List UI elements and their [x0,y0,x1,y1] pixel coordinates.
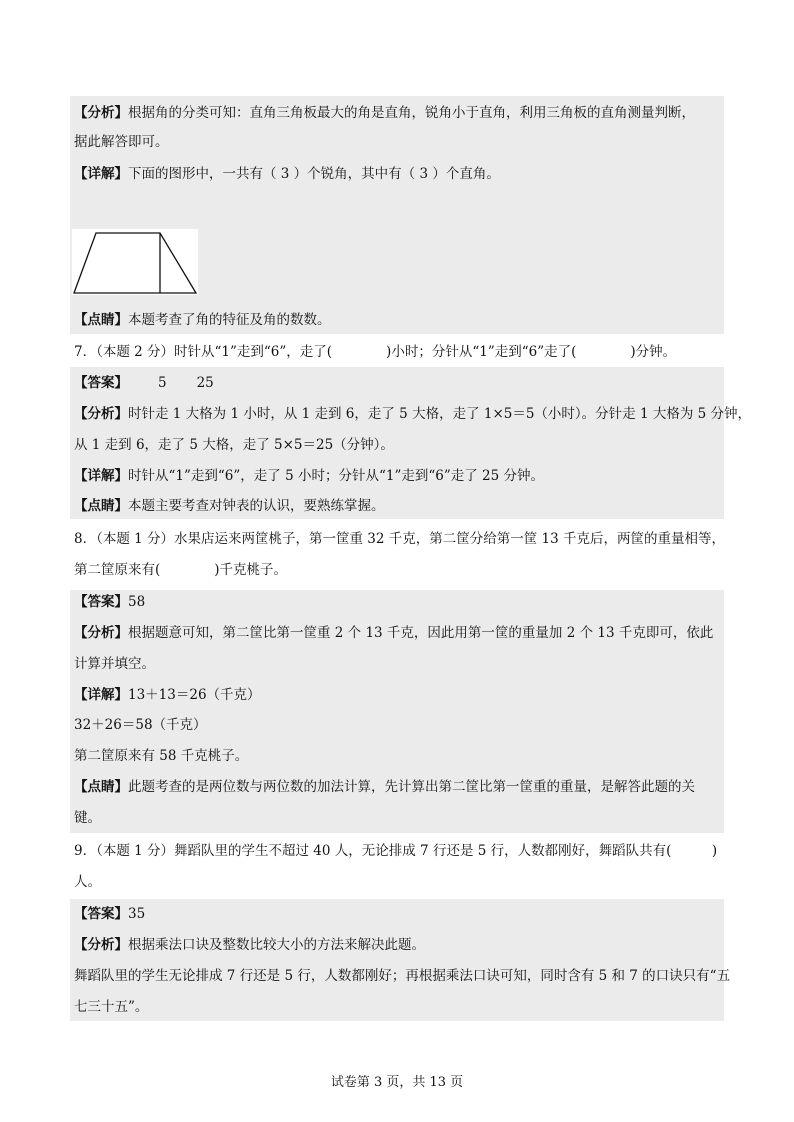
answer-value: 35 [128,906,146,922]
answer-label: 【答案】 [74,375,128,391]
solution-block-9 [70,899,724,1021]
detail-line [74,165,500,183]
detail-label: 【详解】 [74,468,128,484]
solution-block-6 [70,96,724,334]
comment-text: 此题考查的是两位数与两位数的加法计算，先计算出第二筐比第一筐重的重量，是解答此题的关 [128,779,695,795]
analysis-text: 时针走 1 大格为 1 小时，从 1 走到 6，走了 5 大格，走了 1×5＝5（小时）。分针走 1 大格为 5 分钟， [128,406,752,422]
comment-line [74,497,385,515]
comment-line: 键。 [74,810,101,826]
analysis-line [74,936,425,954]
answer-label: 【答案】 [74,906,128,922]
answer-label: 【答案】 [74,594,128,610]
analysis-label: 【分析】 [74,625,128,641]
analysis-text: 根据乘法口诀及整数比较大小的方法来解决此题。 [128,937,425,953]
question-9-cont: 人。 [74,874,101,890]
question-7: 7．（本题 2 分）时针从“1”走到“6”，走了( )小时；分针从“1”走到“6”走了( )分钟。 [74,344,677,360]
comment-line [74,311,331,329]
detail-text: 时针从“1”走到“6”，走了 5 小时；分针从“1”走到“6”走了 25 分钟。 [128,468,545,484]
analysis-text: 根据角的分类可知：直角三角板最大的角是直角，锐角小于直角，利用三角板的直角测量判断， [128,105,695,121]
detail-text: 13＋13＝26（千克） [128,687,261,703]
comment-label: 【点睛】 [74,312,128,328]
analysis-line: 舞蹈队里的学生无论排成 7 行还是 5 行，人数都刚好；再根据乘法口诀可知，同时含有 5 和 7 的口诀只有“五 [74,968,731,984]
analysis-line [74,624,713,642]
detail-label: 【详解】 [74,166,128,182]
page-footer: 试卷第 3 页，共 13 页 [330,1075,464,1090]
answer-line [74,593,145,611]
detail-line: 第二筐原来有 58 千克桃子。 [74,748,249,764]
comment-line [74,778,695,796]
question-8-cont: 第二筐原来有( )千克桃子。 [74,562,288,578]
answer-value: 58 [128,594,146,610]
detail-line [74,467,544,485]
analysis-text: 根据题意可知，第二筐比第一筐重 2 个 13 千克，因此用第一筐的重量加 2 个 13 千克即可，依此 [128,625,714,641]
detail-label: 【详解】 [74,687,128,703]
detail-text: 下面的图形中，一共有（ 3 ）个锐角，其中有（ 3 ）个直角。 [128,166,500,182]
analysis-line [74,405,751,423]
analysis-label: 【分析】 [74,937,128,953]
comment-label: 【点睛】 [74,498,128,514]
answer-value: 5 [158,375,167,391]
trapezoid-diagram [72,229,198,295]
analysis-line: 据此解答即可。 [74,134,169,150]
detail-line [74,686,261,704]
trapezoid-outline [74,233,196,293]
analysis-line: 七三十五”。 [74,999,149,1015]
analysis-label: 【分析】 [74,105,128,121]
comment-text: 本题考查了角的特征及角的数数。 [128,312,331,328]
analysis-line: 计算并填空。 [74,656,155,672]
question-9: 9．（本题 1 分）舞蹈队里的学生不超过 40 人，无论排成 7 行还是 5 行，人数都刚好，舞蹈队共有( ) [74,843,718,859]
comment-label: 【点睛】 [74,779,128,795]
answer-line [74,374,214,392]
question-8: 8．（本题 1 分）水果店运来两筐桃子，第一筐重 32 千克，第二筐分给第一筐 13 千克后，两筐的重量相等， [74,531,726,547]
analysis-line [74,104,695,122]
detail-line: 32＋26＝58（千克） [74,717,207,733]
trapezoid-figure [72,229,198,295]
comment-text: 本题主要考查对钟表的认识，要熟练掌握。 [128,498,385,514]
answer-line [74,905,145,923]
answer-value: 25 [196,375,214,391]
analysis-label: 【分析】 [74,406,128,422]
analysis-line: 从 1 走到 6，走了 5 大格，走了 5×5＝25（分钟）。 [74,437,394,453]
